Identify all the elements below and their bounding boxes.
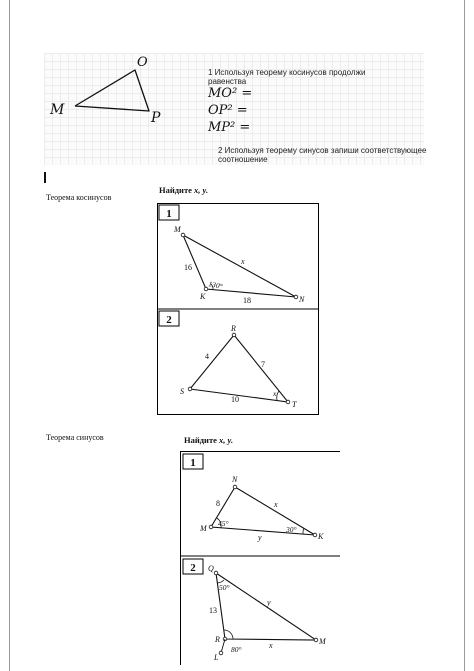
sine-label-angle-q: 50° [219, 583, 230, 592]
cosine-label-s: S [180, 387, 184, 396]
sine-label-nk: x [274, 500, 278, 509]
cosine-label-r: R [231, 324, 236, 333]
cosine-label-mk: 16 [184, 263, 192, 272]
sine-label-m2: M [319, 637, 326, 646]
cosine-find-label [159, 185, 208, 195]
sine-label-q: Q [208, 564, 214, 573]
cosine-label-angle-t: x [273, 389, 277, 398]
sine-find-word: Найдите [184, 435, 217, 445]
sine-label-angle-k: 30° [286, 525, 297, 534]
task1-answer-op: OP² = [208, 103, 248, 118]
sketch-vertex-o: O [137, 55, 148, 70]
task1-text-line2: равенства [208, 77, 247, 86]
sine-problems-figure [180, 451, 340, 665]
sine-label-angle-r: 80° [231, 645, 242, 654]
sine-heading: Теорема синусов [46, 433, 104, 442]
sine-label-mn: 8 [216, 499, 220, 508]
cosine-problems-figure [157, 203, 319, 415]
cosine-label-st: 10 [231, 395, 239, 404]
cosine-label-mn: x [241, 257, 245, 266]
sine-find-label [184, 435, 233, 445]
task1-answer-mp: MP² = [208, 120, 251, 135]
sine-label-n: N [232, 475, 238, 484]
task1-text-line1: 1 Используя теорему косинусов продолжи [208, 68, 366, 77]
task2-text-line1: 2 Используя теорему синусов запиши соответствующее [218, 146, 427, 155]
sine-problem-2-number: 2 [190, 562, 196, 574]
cosine-problem-1-number: 1 [166, 208, 172, 220]
sine-label-mk: y [258, 533, 262, 542]
sine-label-k: K [318, 532, 324, 541]
sine-label-rm: x [269, 641, 273, 650]
sine-label-qr: 13 [209, 606, 217, 615]
page-edge-left [9, 0, 10, 671]
cosine-label-k: K [200, 292, 206, 301]
cosine-find-vars: x, y. [194, 185, 209, 195]
sine-label-angle-m: 45° [218, 519, 229, 528]
cosine-label-n: N [299, 295, 305, 304]
cosine-label-m: M [174, 225, 181, 234]
sine-label-m: M [200, 524, 207, 533]
cosine-label-kn: 18 [243, 296, 251, 305]
cosine-label-t: T [292, 400, 297, 409]
cosine-problem-2-number: 2 [166, 314, 172, 326]
sketch-vertex-p: P [151, 110, 161, 126]
sine-label-r: R [215, 635, 220, 644]
cosine-label-rt: 7 [261, 360, 265, 369]
task1-answer-mo: MO² = [208, 86, 253, 101]
sketch-vertex-m: М [50, 102, 65, 118]
cosine-label-angle-k: 130° [207, 279, 224, 291]
sine-find-vars: x, y. [219, 435, 234, 445]
page-edge-right [464, 0, 465, 671]
task2-text-line2: соотношение [218, 155, 268, 164]
cosine-heading: Теорема косинусов [46, 193, 112, 202]
cosine-find-word: Найдите [159, 185, 192, 195]
text-cursor [44, 172, 46, 183]
cosine-label-rs: 4 [205, 352, 209, 361]
sine-problem-1-number: 1 [190, 457, 196, 469]
sine-label-l: L [214, 653, 219, 662]
sine-triangle-qrm [216, 573, 316, 640]
sine-label-qm: y [267, 598, 271, 607]
